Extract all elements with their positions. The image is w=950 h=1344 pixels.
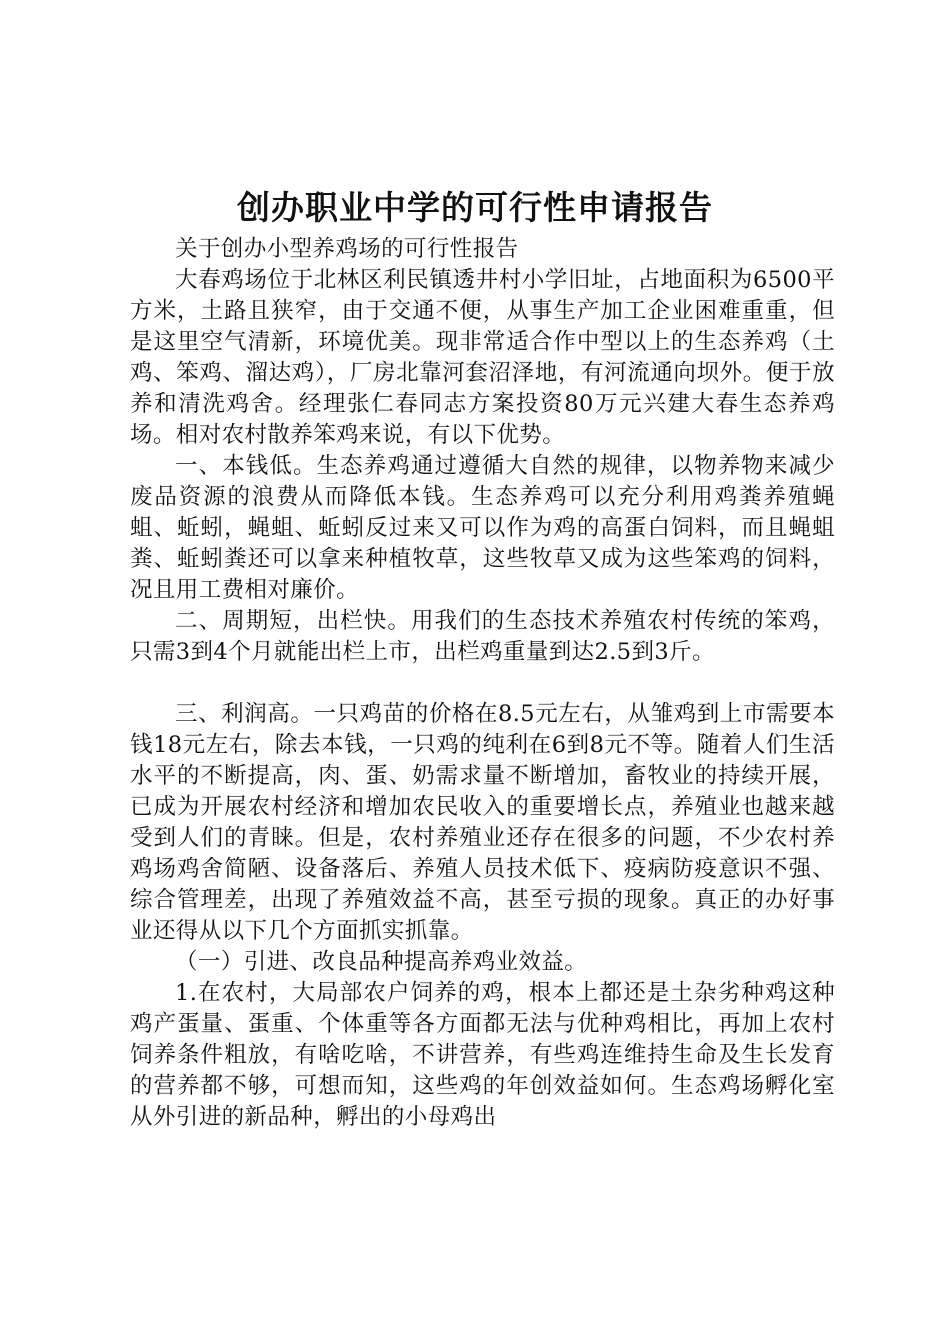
paragraph-point-1: 1.在农村，大局部农户饲养的鸡，根本上都还是土杂劣种鸡这种鸡产蛋量、蛋重、个体重等各方面都无法与优种鸡相比，再加上农村饲养条件粗放，有啥吃啥，不讲营养，有些鸡连维持生命及生长发育的营养都不够，可想而知，这些鸡的年创效益如何。生态鸡场孵化室从外引进的新品种，孵出的小母鸡出 <box>130 980 835 1130</box>
document-body <box>130 234 835 1133</box>
paragraph-advantage-1: 一、本钱低。生态养鸡通过遵循大自然的规律，以物养物来减少废品资源的浪费从而降低本钱。生态养鸡可以充分利用鸡粪养殖蝇蛆、蚯蚓，蝇蛆、蚯蚓反过来又可以作为鸡的高蛋白饲料，而且蝇蛆粪、蚯蚓粪还可以拿来种植牧草，这些牧草又成为这些笨鸡的饲料，况且用工费相对廉价。 <box>130 453 835 603</box>
paragraph-subtitle: 关于创办小型养鸡场的可行性报告 <box>175 236 519 262</box>
paragraph-intro: 大春鸡场位于北林区利民镇透井村小学旧址，占地面积为6500平方米，土路且狭窄，由于交通不便，从事生产加工企业困难重重，但是这里空气清新，环境优美。现非常适合作中型以上的生态养鸡（土鸡、笨鸡、溜达鸡），厂房北靠河套沼泽地，有河流通向坝外。便于放养和清洗鸡舍。经理张仁春同志方案投资80万元兴建大春生态养鸡场。相对农村散养笨鸡来说，有以下优势。 <box>130 267 835 448</box>
paragraph-section-1: （一）引进、改良品种提高养鸡业效益。 <box>175 949 588 975</box>
paragraph-advantage-2: 二、周期短，出栏快。用我们的生态技术养殖农村传统的笨鸡，只需3到4个月就能出栏上市，出栏鸡重量到达2.5到3斤。 <box>130 608 835 665</box>
paragraph-spacer <box>130 668 835 699</box>
paragraph-advantage-3: 三、利润高。一只鸡苗的价格在8.5元左右，从雏鸡到上市需要本钱18元左右，除去本钱，一只鸡的纯利在6到8元不等。随着人们生活水平的不断提高，肉、蛋、奶需求量不断增加，畜牧业的持续开展，已成为开展农村经济和增加农民收入的重要增长点，养殖业也越来越受到人们的青睐。但是，农村养殖业还存在很多的问题，不少农村养鸡场鸡舍简陋、设备落后、养殖人员技术低下、疫病防疫意识不强、综合管理差，出现了养殖效益不高，甚至亏损的现象。真正的办好事业还得从以下几个方面抓实抓靠。 <box>130 701 835 944</box>
page-title: 创办职业中学的可行性申请报告 <box>237 188 713 227</box>
